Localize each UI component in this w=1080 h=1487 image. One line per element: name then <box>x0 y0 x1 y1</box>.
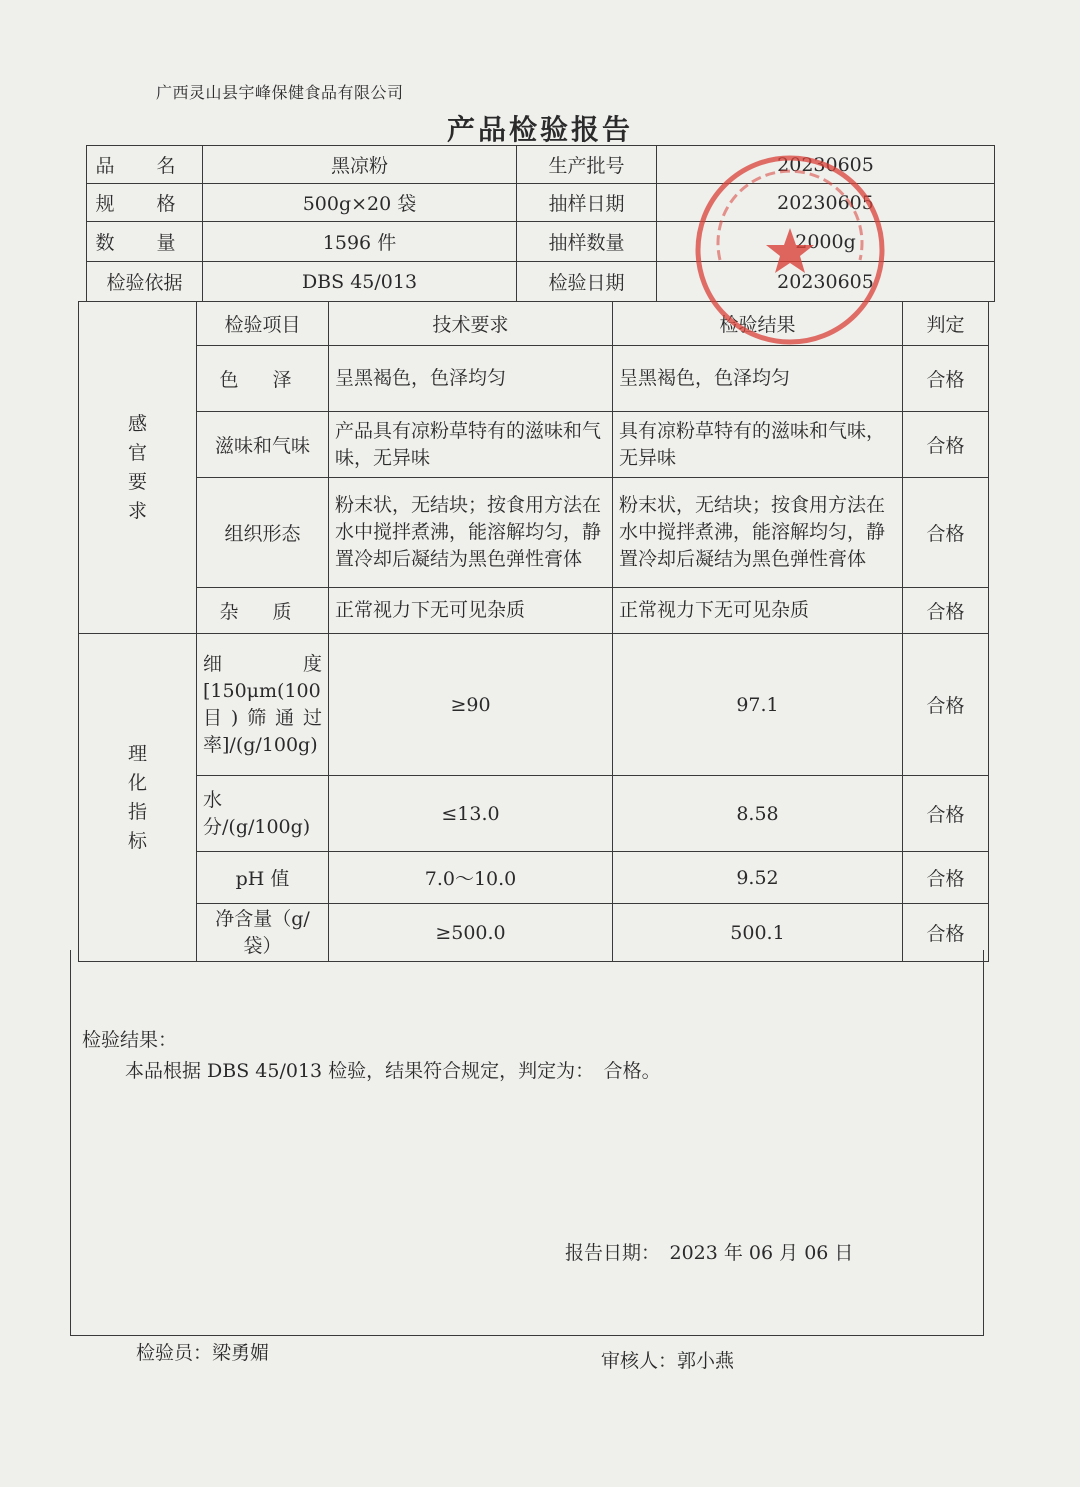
sensory-group-label <box>79 302 197 634</box>
sensory-verdict-color: 合格 <box>903 346 989 412</box>
sensory-verdict-taste: 合格 <box>903 412 989 478</box>
physchem-group-label <box>79 634 197 962</box>
sensory-res-impurity: 正常视力下无可见杂质 <box>613 588 903 634</box>
physchem-item-fineness: 细 度[150μm(100目)筛通过率]/(g/100g) <box>197 634 329 776</box>
physchem-group-text: 理化指标 <box>127 742 147 852</box>
inspector: 检验员：梁勇媚 <box>136 1342 270 1364</box>
physchem-verdict-moisture: 合格 <box>903 776 989 852</box>
sensory-group-text: 感官要求 <box>127 412 147 522</box>
quantity-label: 数 量 <box>87 222 203 262</box>
sample-date-value: 20230605 <box>657 184 995 222</box>
physchem-req-net: ≥500.0 <box>329 904 613 962</box>
physchem-req-moisture: ≤13.0 <box>329 776 613 852</box>
report-title: 产品检验报告 <box>446 113 633 146</box>
seal-star <box>766 228 814 273</box>
quantity-value: 1596 件 <box>203 222 517 262</box>
company-name: 广西灵山县宇峰保健食品有限公司 <box>156 83 404 102</box>
spec-value: 500g×20 袋 <box>203 184 517 222</box>
sensory-res-taste: 具有凉粉草特有的滋味和气味，无异味 <box>613 412 903 478</box>
reviewer: 审核人：郭小燕 <box>601 1350 735 1372</box>
sensory-item-impurity: 杂 质 <box>197 588 329 634</box>
sensory-req-texture: 粉末状，无结块；按食用方法在水中搅拌煮沸，能溶解均匀，静置冷却后凝结为黑色弹性膏体 <box>329 478 613 588</box>
sensory-item-texture: 组织形态 <box>197 478 329 588</box>
product-name-label: 品 名 <box>87 146 203 184</box>
physchem-req-ph: 7.0～10.0 <box>329 852 613 904</box>
spec-label: 规 格 <box>87 184 203 222</box>
batch-label: 生产批号 <box>517 146 657 184</box>
sensory-item-color: 色 泽 <box>197 346 329 412</box>
basis-value: DBS 45/013 <box>203 262 517 302</box>
physchem-item-ph: pH 值 <box>197 852 329 904</box>
sample-date-label: 抽样日期 <box>517 184 657 222</box>
product-name-value: 黑凉粉 <box>203 146 517 184</box>
col-verdict-header: 判定 <box>903 302 989 346</box>
sensory-req-color: 呈黑褐色，色泽均匀 <box>329 346 613 412</box>
sensory-req-impurity: 正常视力下无可见杂质 <box>329 588 613 634</box>
sample-qty-label: 抽样数量 <box>517 222 657 262</box>
conclusion-text: 本品根据 DBS 45/013 检验，结果符合规定，判定为： 合格。 <box>125 1060 661 1082</box>
physchem-res-ph: 9.52 <box>613 852 903 904</box>
conclusion-frame <box>70 950 984 1336</box>
physchem-res-fineness: 97.1 <box>613 634 903 776</box>
physchem-item-net: 净含量（g/袋） <box>197 904 329 962</box>
inspection-table <box>78 301 989 962</box>
batch-value: 20230605 <box>657 146 995 184</box>
col-requirement-header: 技术要求 <box>329 302 613 346</box>
sensory-verdict-impurity: 合格 <box>903 588 989 634</box>
basis-label: 检验依据 <box>87 262 203 302</box>
sensory-req-taste: 产品具有凉粉草特有的滋味和气味，无异味 <box>329 412 613 478</box>
physchem-verdict-ph: 合格 <box>903 852 989 904</box>
sensory-verdict-texture: 合格 <box>903 478 989 588</box>
physchem-res-moisture: 8.58 <box>613 776 903 852</box>
sensory-res-texture: 粉末状，无结块；按食用方法在水中搅拌煮沸，能溶解均匀，静置冷却后凝结为黑色弹性膏体 <box>613 478 903 588</box>
test-date-label: 检验日期 <box>517 262 657 302</box>
physchem-res-net: 500.1 <box>613 904 903 962</box>
report-date: 报告日期： 2023 年 06 月 06 日 <box>565 1242 854 1264</box>
physchem-verdict-net: 合格 <box>903 904 989 962</box>
sensory-item-taste: 滋味和气味 <box>197 412 329 478</box>
physchem-req-fineness: ≥90 <box>329 634 613 776</box>
physchem-item-moisture: 水 分/(g/100g) <box>197 776 329 852</box>
company-seal <box>690 150 890 350</box>
physchem-verdict-fineness: 合格 <box>903 634 989 776</box>
sensory-res-color: 呈黑褐色，色泽均匀 <box>613 346 903 412</box>
col-result-header: 检验结果 <box>613 302 903 346</box>
col-item-header: 检验项目 <box>197 302 329 346</box>
conclusion-label: 检验结果： <box>82 1029 178 1051</box>
test-date-value: 20230605 <box>657 262 995 302</box>
sample-qty-value: 2000g <box>657 222 995 262</box>
